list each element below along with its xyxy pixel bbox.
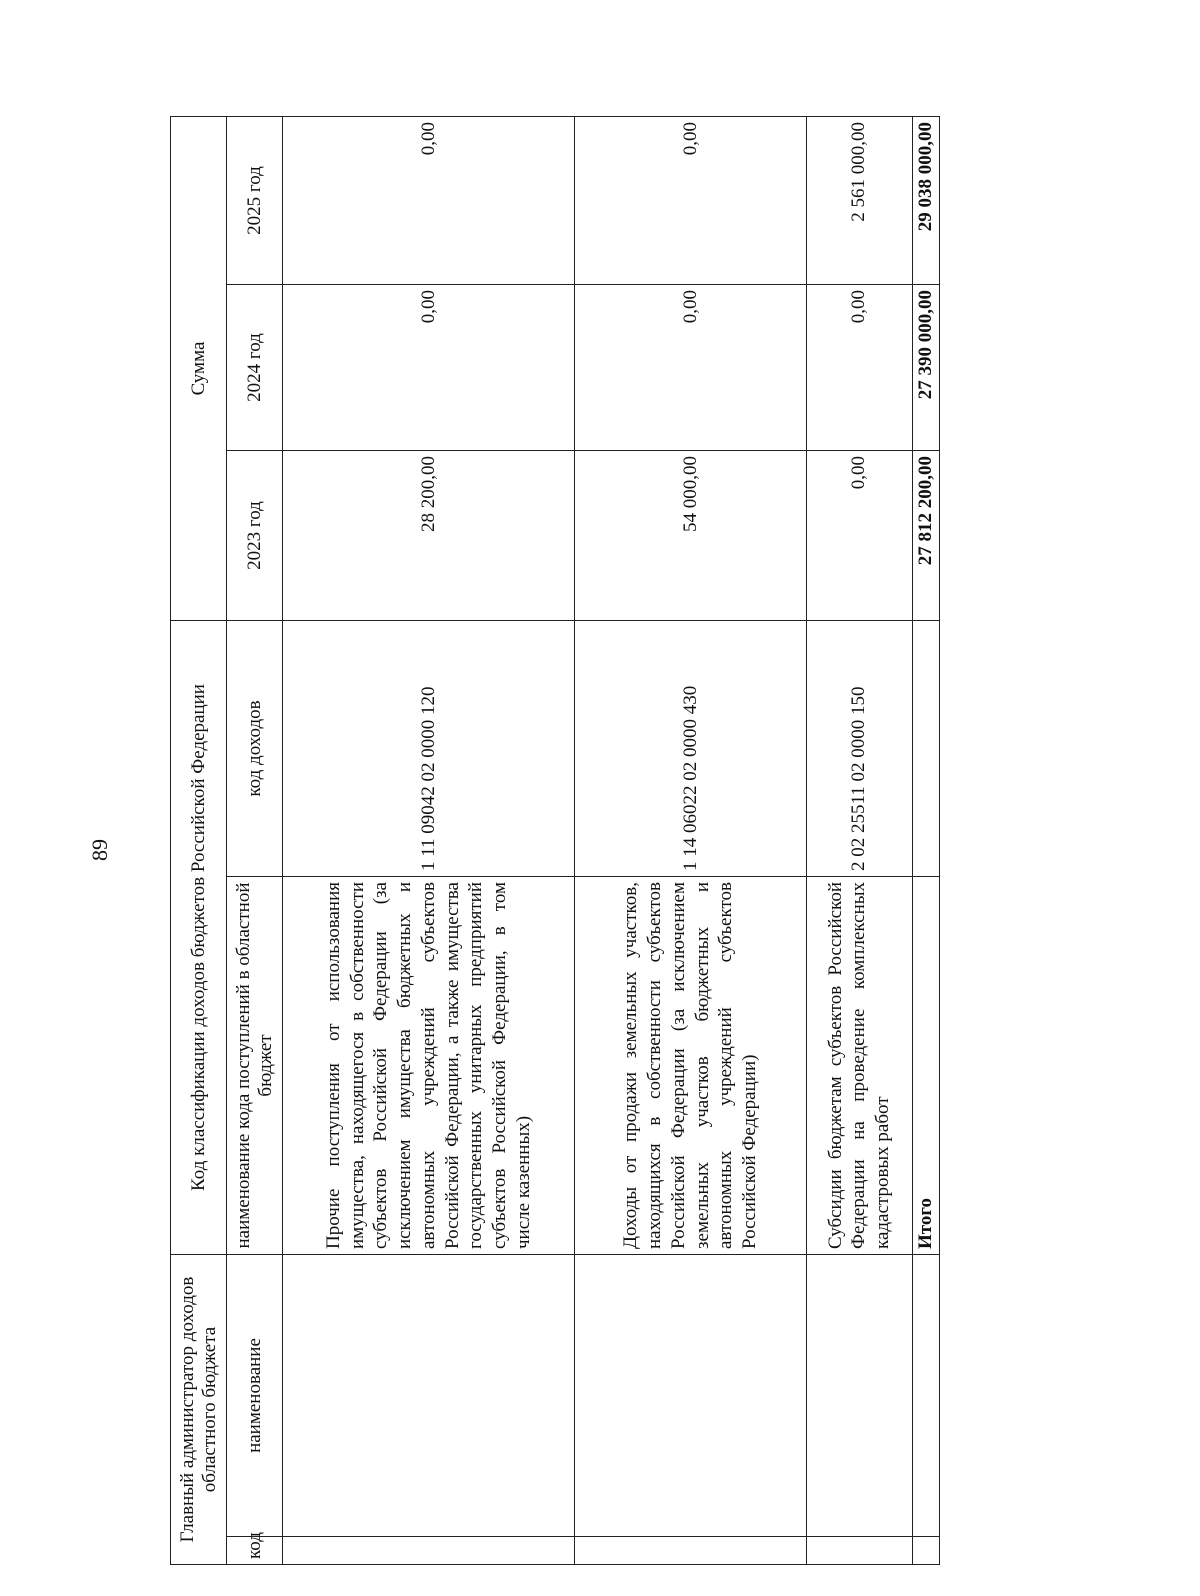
budget-revenue-table [170,116,940,1565]
total-2023-cell: 27 812 200,00 [912,451,939,621]
year-2025-header: 2025 год [227,116,283,284]
admin-name-header: наименование [227,1255,283,1537]
year-2024-header: 2024 год [227,285,283,451]
amount-2025-cell: 2 561 000,00 [806,116,912,284]
amount-2025-cell: 0,00 [575,116,807,284]
amount-2025-cell: 0,00 [283,116,575,284]
income-name-cell: Прочие поступления от использования имущества, находящегося в собственности субъектов Российской Федерации (за исключением имущества бюджетных и автономных учреждений субъектов Российской Федерации, а также имущества государственных унитарных предприятий субъектов Российской Федерации, в том числе казенных) [283,877,575,1255]
table-row [806,116,912,1564]
income-name-cell: Субсидии бюджетам субъектов Российской Федерации на проведение комплексных кадастровых работ [806,877,912,1255]
admin-name-cell [283,1255,575,1537]
total-admin-code-cell [912,1537,939,1565]
year-2023-header: 2023 год [227,451,283,621]
amount-2023-cell: 0,00 [806,451,912,621]
income-code-cell: 1 11 09042 02 0000 120 [283,621,575,877]
income-code-cell: 1 14 06022 02 0000 430 [575,621,807,877]
admin-group-header: Главный администратор доходов областного бюджета [171,1255,227,1565]
income-name-header: наименование кода поступлений в областной бюджет [227,877,283,1255]
income-code-cell: 2 02 25511 02 0000 150 [806,621,912,877]
admin-code-cell [806,1537,912,1565]
amount-2024-cell: 0,00 [575,285,807,451]
income-code-header: код доходов [227,621,283,877]
amount-2024-cell: 0,00 [283,285,575,451]
table-row [575,116,807,1564]
sum-group-header: Сумма [171,116,227,620]
admin-name-cell [806,1255,912,1537]
total-code-cell [912,621,939,877]
admin-code-cell [575,1537,807,1565]
classification-group-header: Код классификации доходов бюджетов Российской Федерации [171,621,227,1255]
total-row [912,116,939,1564]
total-2025-cell: 29 038 000,00 [912,116,939,284]
admin-code-cell [283,1537,575,1565]
rotated-table-wrapper [170,117,1030,1565]
admin-code-header: код [227,1537,283,1565]
amount-2024-cell: 0,00 [806,285,912,451]
total-admin-name-cell [912,1255,939,1537]
page-number: 89 [87,839,112,861]
amount-2023-cell: 28 200,00 [283,451,575,621]
amount-2023-cell: 54 000,00 [575,451,807,621]
total-label: Итого [912,877,939,1255]
table-row [283,116,575,1564]
total-2024-cell: 27 390 000,00 [912,285,939,451]
income-name-cell: Доходы от продажи земельных участков, находящихся в собственности субъектов Российской Федерации (за исключением земельных участков бюджетных и автономных учреждений субъектов Российской Федерации) [575,877,807,1255]
admin-name-cell [575,1255,807,1537]
